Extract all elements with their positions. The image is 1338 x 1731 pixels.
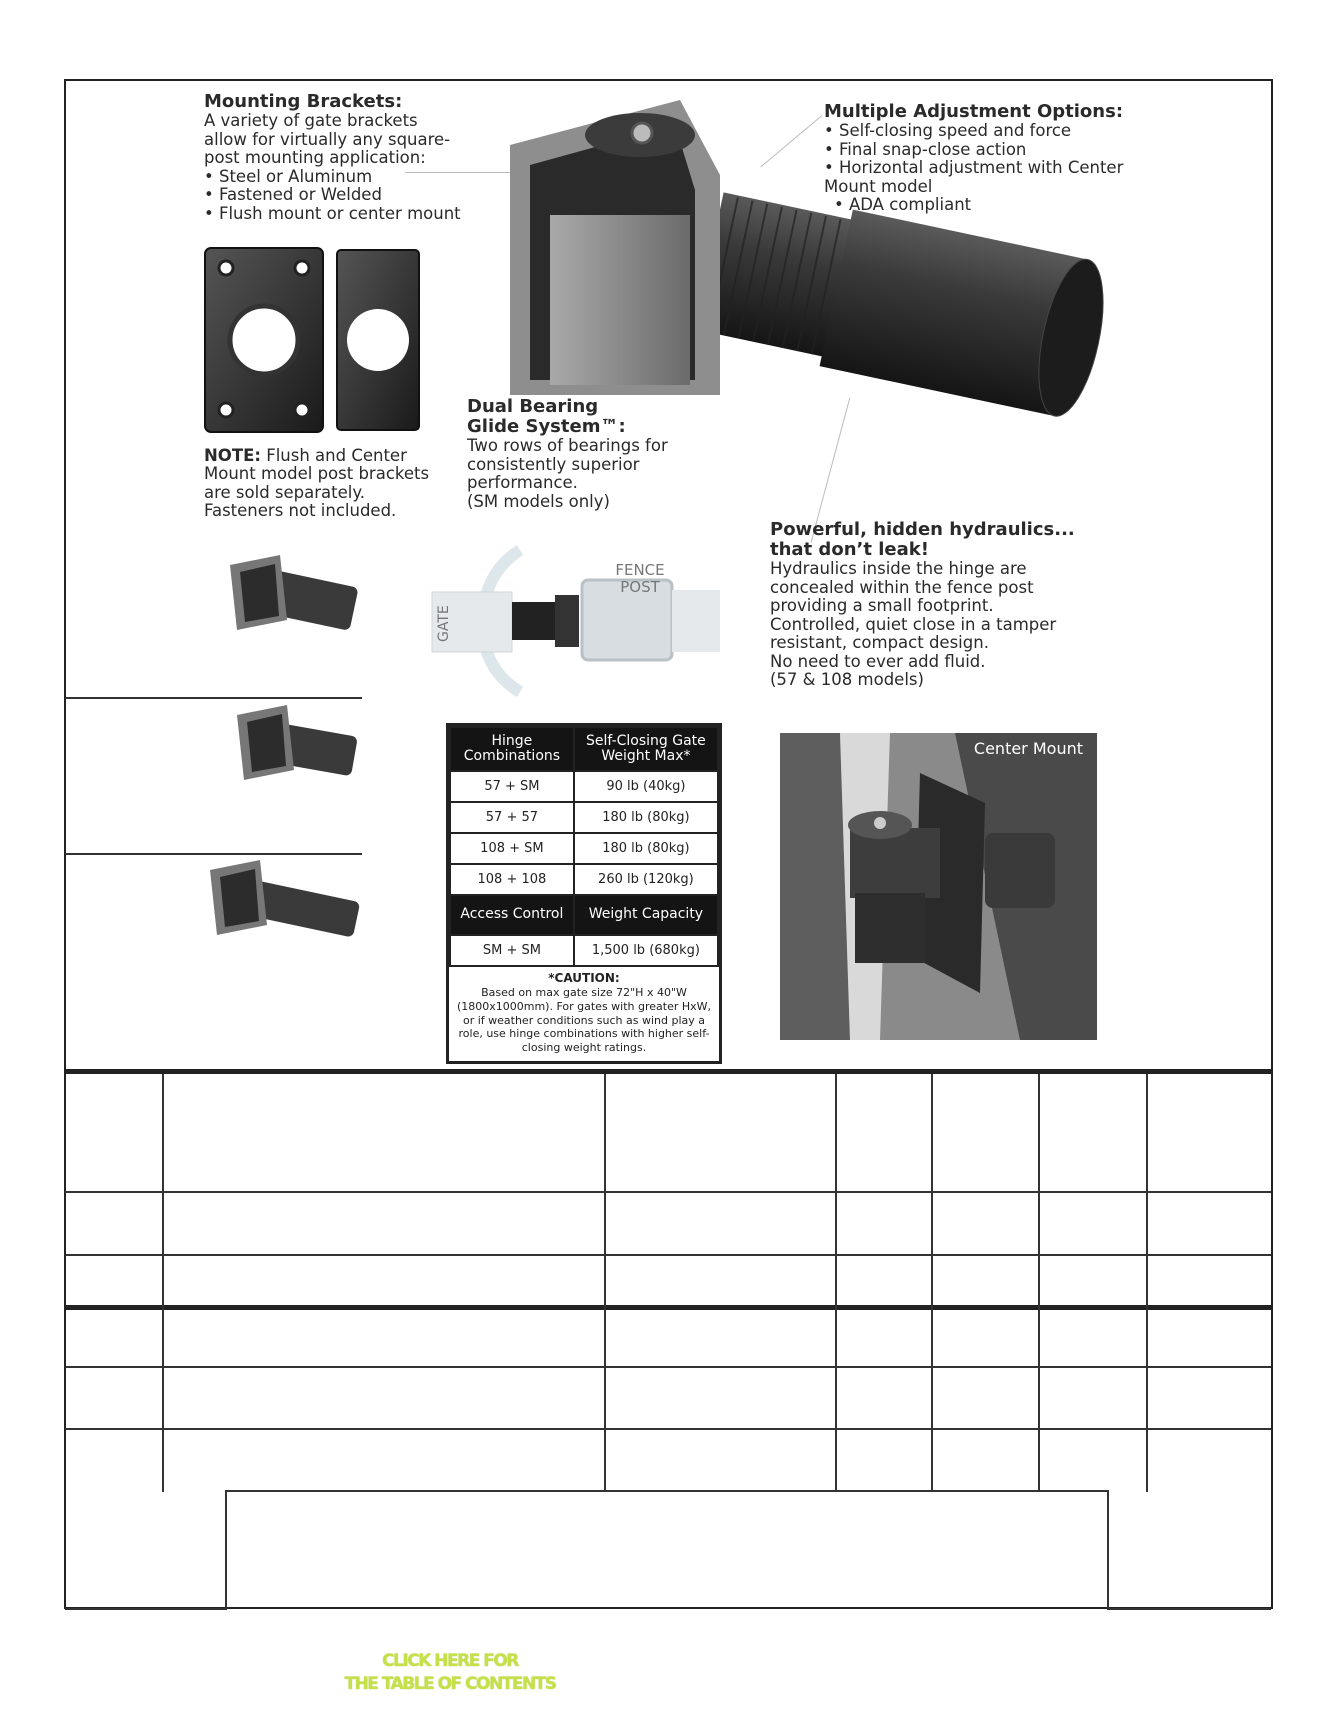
- dual-bearing-note: (SM models only): [467, 491, 610, 511]
- mounting-bullet: • Steel or Aluminum: [204, 168, 464, 186]
- dual-bearing-title-1: Dual Bearing: [467, 396, 599, 417]
- toc-line2: THE TABLE OF CONTENTS: [344, 1673, 556, 1694]
- mounting-bullet: • Fastened or Welded: [204, 186, 464, 204]
- hydraulics-line: Hydraulics inside the hinge are: [770, 559, 1027, 579]
- grid-col-line: [604, 1074, 606, 1492]
- gate-label: GATE: [436, 605, 452, 643]
- table-cell: 57 + SM: [450, 771, 574, 802]
- header-weight-max: Self-Closing Gate Weight Max*: [574, 727, 718, 771]
- table-cell: 57 + 57: [450, 802, 574, 833]
- section-divider-thick: [65, 1069, 1271, 1074]
- table-cell: 180 lb (80kg): [574, 802, 718, 833]
- dual-bearing-text: Two rows of bearings for consistently superior performance.: [467, 436, 668, 493]
- grid-row-line: [65, 1428, 1271, 1430]
- hinge-spec-table: [446, 723, 722, 1064]
- adjustment-title: Multiple Adjustment Options:: [824, 101, 1124, 122]
- adjustment-bullet: • Self-closing speed and force: [824, 122, 1154, 140]
- center-mount-label: Center Mount: [973, 739, 1083, 758]
- grid-col-line: [931, 1074, 933, 1492]
- hydraulics-line: providing a small footprint.: [770, 596, 994, 616]
- gate-diagram: [430, 540, 730, 700]
- table-cell: 1,500 lb (680kg): [574, 935, 718, 966]
- header-weight-capacity: Weight Capacity: [574, 895, 718, 935]
- header-access-control: Access Control: [450, 895, 574, 935]
- grid-row-line: [65, 1254, 1271, 1256]
- bracket-plates-image: [203, 246, 423, 434]
- fence-post-label: [595, 562, 685, 595]
- fence-label-line2: POST: [620, 577, 660, 596]
- table-of-contents-link[interactable]: [300, 1650, 600, 1696]
- adjustment-bullet: • Final snap-close action: [824, 141, 1154, 159]
- dual-bearing-section: [467, 397, 697, 511]
- note-section: [204, 447, 434, 521]
- caution-text: Based on max gate size 72"H x 40"W (1800x1000mm). For gates with greater HxW, or if weather conditions such as wind play a role, use hinge combinations with higher self-closing weight ratings.: [456, 986, 712, 1054]
- hinge-thumbnail-image: [225, 550, 365, 640]
- hydraulics-line: resistant, compact design.: [770, 633, 989, 653]
- mounting-title: Mounting Brackets:: [204, 91, 403, 112]
- table-cell: SM + SM: [450, 935, 574, 966]
- grid-row-line: [1107, 1608, 1271, 1610]
- mounting-brackets-section: [204, 92, 464, 223]
- table-cell: 108 + SM: [450, 833, 574, 864]
- divider: [65, 697, 362, 699]
- grid-row-line: [65, 1191, 1271, 1193]
- section-divider-thick: [65, 1305, 1271, 1310]
- mounting-intro: A variety of gate brackets allow for virtually any square-post mounting application:: [204, 111, 451, 168]
- hydraulics-line: No need to ever add fluid.: [770, 651, 986, 671]
- center-mount-image: [780, 733, 1097, 1040]
- grid-col-line: [835, 1074, 837, 1492]
- hydraulics-section: [770, 520, 1090, 690]
- adjustment-bullet: • ADA compliant: [824, 196, 1154, 214]
- caution-title: *CAUTION:: [548, 971, 620, 985]
- grid-col-line: [1107, 1490, 1109, 1610]
- table-cell: 180 lb (80kg): [574, 833, 718, 864]
- caution-box: [449, 967, 719, 1061]
- grid-col-line: [162, 1074, 164, 1492]
- adjustment-section: [824, 102, 1154, 215]
- table-cell: 108 + 108: [450, 864, 574, 895]
- grid-row-line: [225, 1490, 1109, 1492]
- adjustment-bullet: • Horizontal adjustment with Center Mount model: [824, 159, 1154, 196]
- toc-line1: CLICK HERE FOR: [382, 1651, 518, 1671]
- hydraulics-line: Controlled, quiet close in a tamper: [770, 614, 1057, 634]
- hinge-thumbnail-image: [205, 855, 365, 950]
- dual-bearing-title-2: Glide System™:: [467, 416, 626, 438]
- hydraulics-line: (57 & 108 models): [770, 670, 924, 690]
- fence-label-line1: FENCE: [615, 561, 665, 579]
- grid-row-line: [65, 1366, 1271, 1368]
- grid-col-line: [1038, 1074, 1040, 1492]
- note-label: NOTE:: [204, 446, 261, 465]
- divider: [65, 853, 362, 855]
- hydraulics-title-2: that don’t leak!: [770, 539, 929, 561]
- hydraulics-line: concealed within the fence post: [770, 577, 1034, 597]
- grid-row-line: [65, 1608, 227, 1610]
- grid-col-line: [1146, 1074, 1148, 1492]
- mounting-bullet: • Flush mount or center mount: [204, 205, 464, 223]
- hydraulics-title-1: Powerful, hidden hydraulics...: [770, 519, 1075, 540]
- table-cell: 90 lb (40kg): [574, 771, 718, 802]
- grid-col-line: [225, 1490, 227, 1610]
- table-cell: 260 lb (120kg): [574, 864, 718, 895]
- note-text: Flush and Center Mount model post brackets are sold separately. Fasteners not included.: [204, 446, 430, 521]
- header-hinge-combinations: Hinge Combinations: [450, 727, 574, 771]
- hinge-thumbnail-image: [232, 700, 362, 790]
